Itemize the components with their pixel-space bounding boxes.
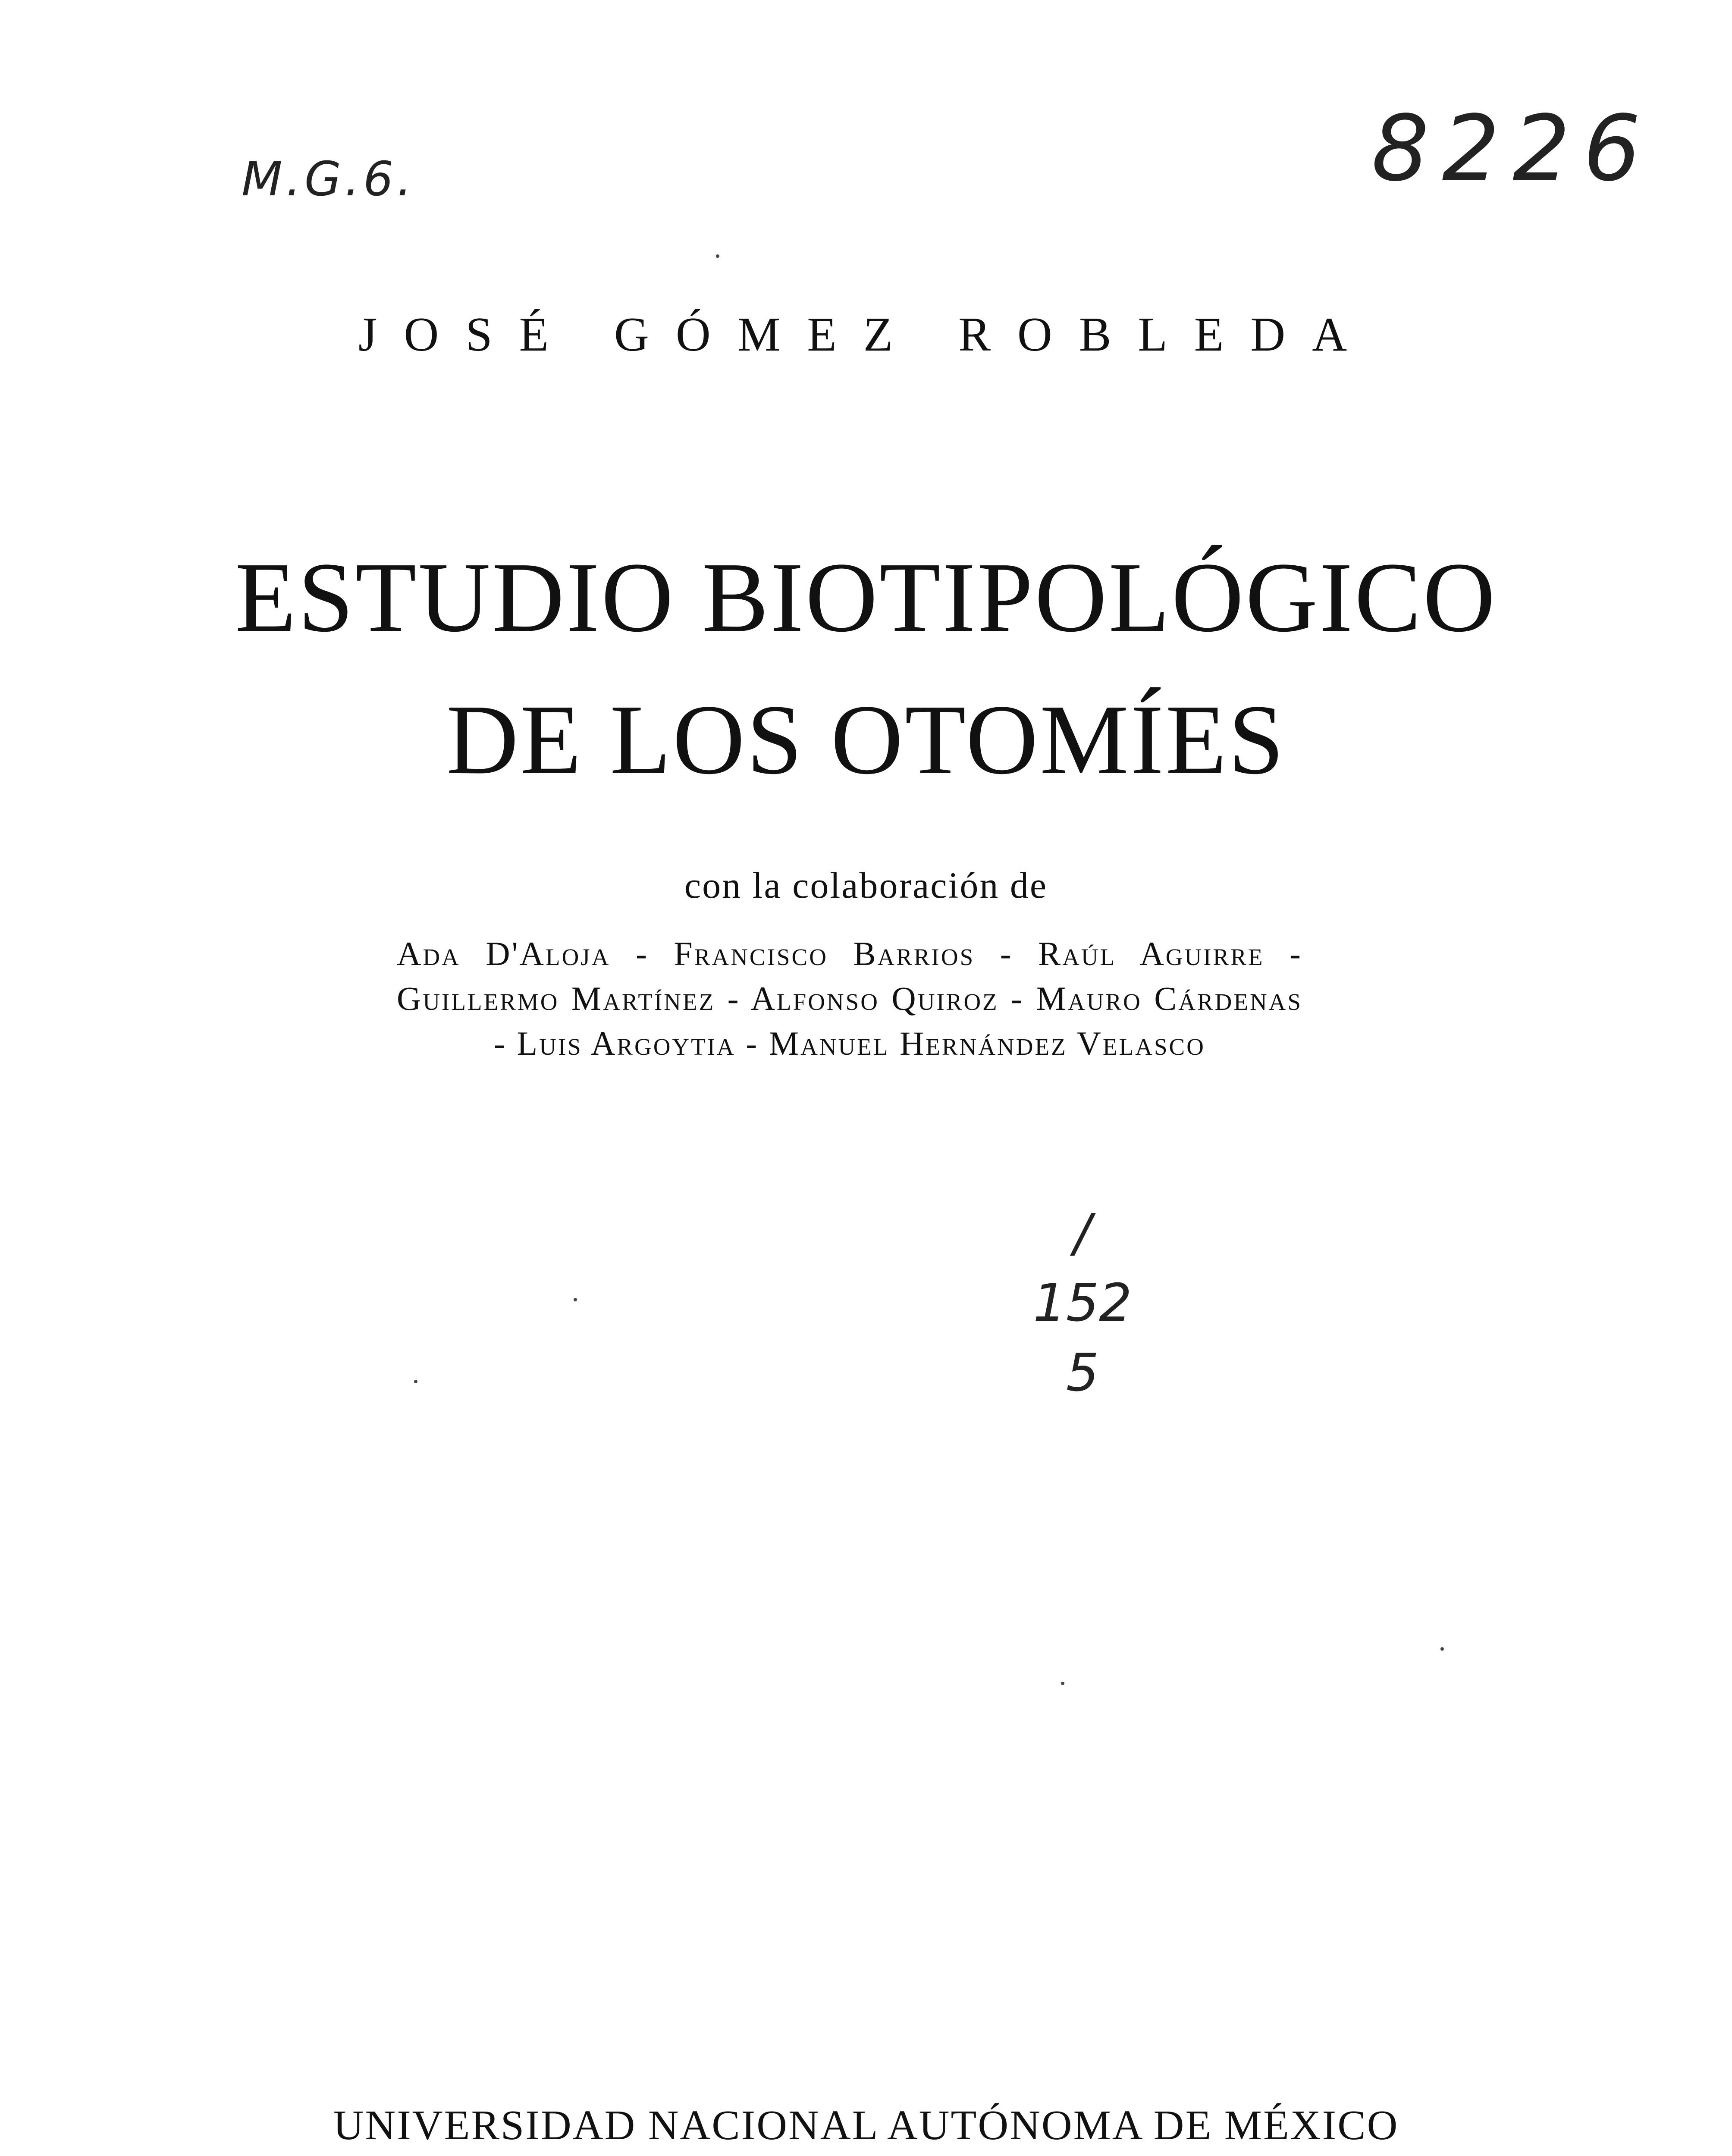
handwritten-mark-2: 152	[1033, 1273, 1132, 1333]
scan-speck	[716, 254, 719, 258]
book-title-line-2: DE LOS OTOMÍES	[446, 684, 1286, 795]
handwritten-note-top-right: 8226	[1371, 96, 1654, 201]
scan-speck	[414, 1380, 417, 1383]
scan-speck	[1440, 1647, 1444, 1651]
collaborator-names: Ada D'Aloja - Francisco Barrios - Raúl Aguirre - Guillermo Martínez - Alfonso Quiroz - Mauro Cárdenas - Luis Argoytia - Manuel Hernández Velasco	[397, 935, 1302, 1062]
author-name: JOSÉ GÓMEZ ROBLEDA	[358, 308, 1374, 361]
book-title-line-1: ESTUDIO BIOTIPOLÓGICO	[235, 542, 1497, 653]
scan-speck	[1061, 1682, 1064, 1685]
publisher-university: UNIVERSIDAD NACIONAL AUTÓNOMA DE MÉXICO	[333, 2102, 1399, 2149]
handwritten-note-top-left: M.G.6.	[242, 151, 416, 207]
scan-speck	[574, 1298, 577, 1301]
handwritten-mark-1: /	[1073, 1203, 1092, 1263]
collaboration-intro: con la colaboración de	[684, 865, 1048, 906]
handwritten-note-middle	[1026, 1199, 1139, 1408]
handwritten-mark-3: 5	[1066, 1343, 1099, 1403]
